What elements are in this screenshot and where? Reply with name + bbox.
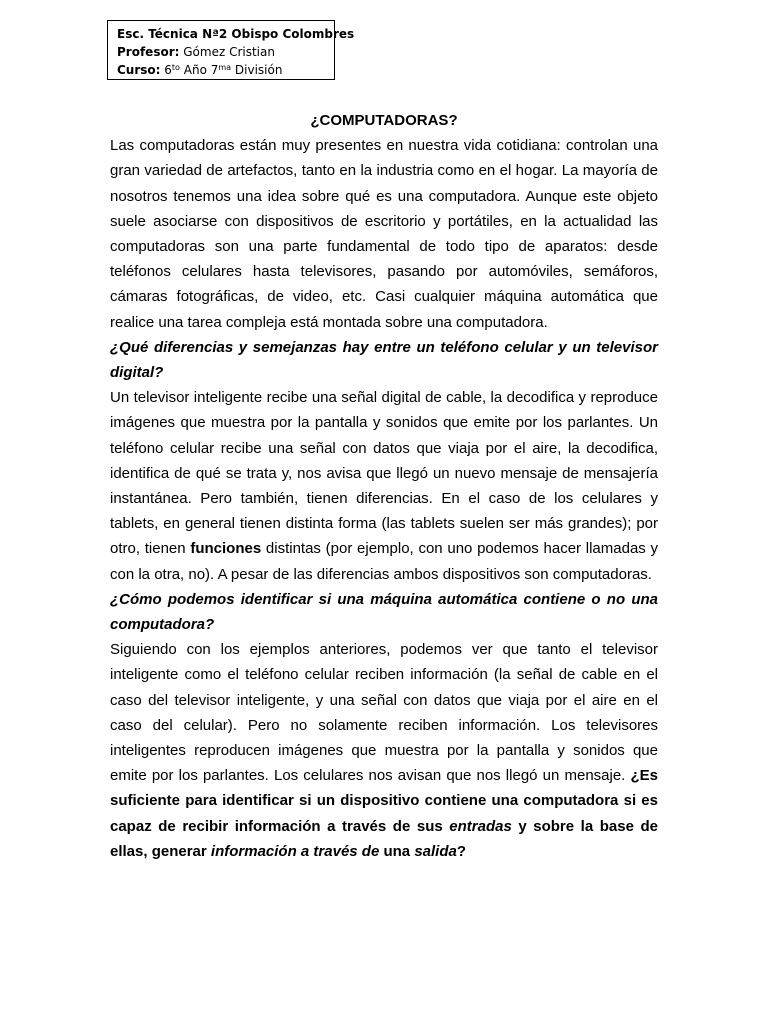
final-question-c: y sobre la base de ellas, generar: [110, 817, 658, 860]
teacher-name: Gómez Cristian: [183, 45, 275, 59]
salida-term: salida: [414, 842, 457, 860]
comparison-text-2: distintas (por ejemplo, con uno podemos hacer llamadas y con la otra, no). A pesar de las diferencias ambos dispositivos son computadoras.: [110, 540, 659, 583]
course-year: Año 7: [183, 63, 219, 77]
informacion-term: información a través de: [210, 842, 380, 860]
final-question-a: ¿Es suficiente para identificar si un dispositivo contiene una computadora si es capaz de recibir información a través de sus: [110, 767, 658, 835]
comparison-text-1: Un televisor inteligente recibe una señal digital de cable, la decodifica y reproduce imágenes que muestra por la pantalla y sonidos que emite por los parlantes. Un teléfono celular recibe una señal con datos que viaja por el aire, la decodifica, identifica de qué se trata y, nos avisa que llegó un nuevo mensaje de mensajería instantánea. Pero también, tienen diferencias. En el caso de los celulares y tablets, en general tienen distinta forma (las tablets suelen ser más grandes); por otro, tienen: [110, 389, 658, 558]
examples-text: Siguiendo con los ejemplos anteriores, podemos ver que tanto el televisor inteligente como el teléfono celular reciben información (la señal de cable en el caso del televisor inteligente, y una señal con datos que viaja por el aire en el caso del celular). Pero no solamente reciben información. Los televisores inteligentes reproducen imágenes que muestra por la pantalla y sonidos que emite por los parlantes. Los celulares nos avisan que nos llegó un mensaje.: [110, 641, 658, 785]
final-question-e: una: [379, 842, 415, 860]
question-identify: ¿Cómo podemos identificar si una máquina automática contiene o no una computadora?: [110, 590, 658, 634]
teacher-line: [117, 43, 334, 61]
school-line: [117, 25, 355, 43]
course-number: 6: [164, 63, 172, 77]
course-number-sup: to: [171, 63, 180, 72]
school-name: Esc. Técnica Nª2 Obispo Colombres: [117, 27, 355, 41]
course-division: División: [234, 63, 283, 77]
document-body: [110, 108, 658, 864]
intro-paragraph: Las computadoras están muy presentes en nuestra vida cotidiana: controlan una gran variedad de artefactos, tanto en la industria como en el hogar. La mayoría de nosotros tenemos una idea sobre qué es una computadora. Aunque este objeto suele asociarse con dispositivos de escritorio y portátiles, en la actualidad las computadoras son una parte fundamental de todo tipo de aparatos: desde teléfonos celulares hasta televisores, pasando por automóviles, semáforos, cámaras fotográficas, de video, etc. Casi cualquier máquina automática que realice una tarea compleja está montada sobre una computadora.: [110, 137, 658, 331]
header-box: [107, 20, 355, 80]
question-differences: ¿Qué diferencias y semejanzas hay entre un teléfono celular y un televisor digital?: [110, 338, 658, 382]
course-label: Curso:: [117, 63, 161, 77]
examples-paragraph: [110, 637, 658, 864]
comparison-paragraph: [110, 385, 658, 587]
entradas-term: entradas: [449, 817, 512, 835]
page-title: ¿COMPUTADORAS?: [310, 112, 458, 129]
course-line: [117, 61, 334, 79]
final-question-g: ?: [456, 842, 467, 860]
course-division-sup: ma: [218, 63, 232, 72]
teacher-label: Profesor:: [117, 45, 180, 59]
functions-keyword: funciones: [190, 540, 262, 558]
